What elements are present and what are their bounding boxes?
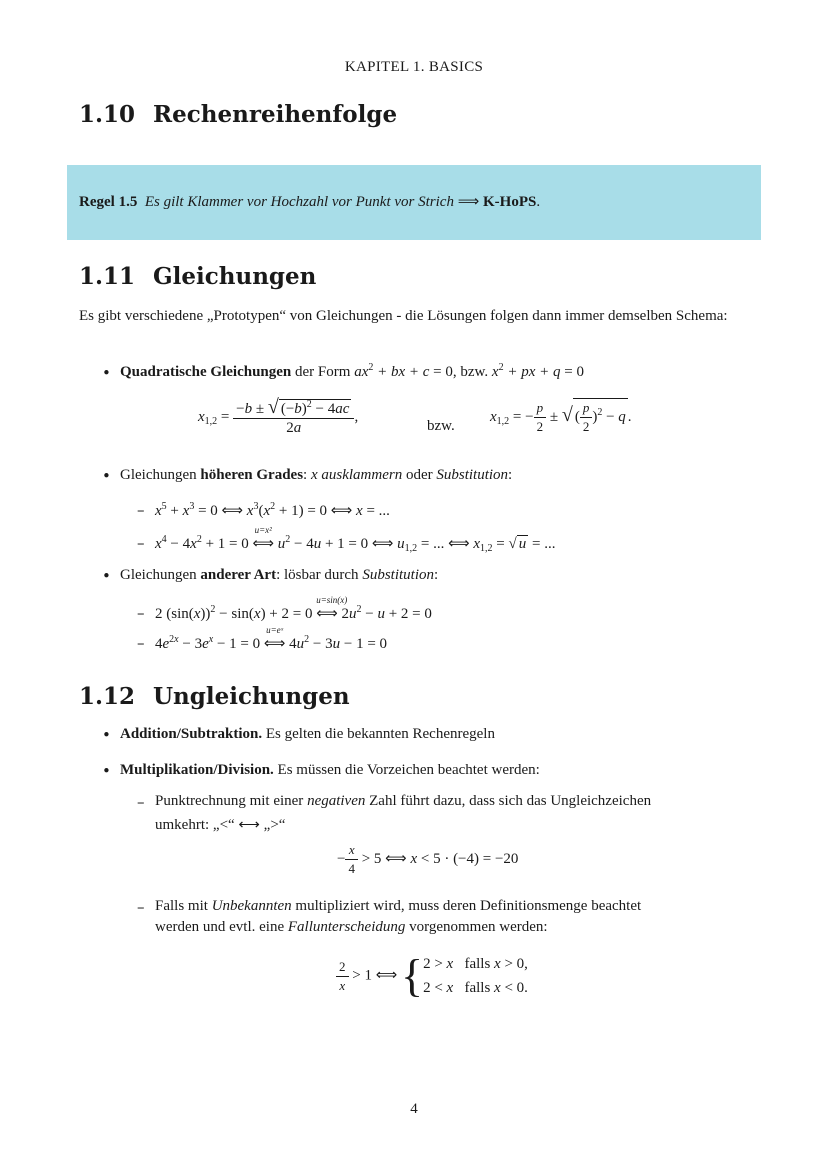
running-head: KAPITEL 1. BASICS xyxy=(344,59,484,75)
eq-other-1: 2 $(\sin(x))^2 - \sin(x) + 2 = 0$ u=sin(x) ⟺ $2u^2 - u + 2 = 0$ xyxy=(155,595,432,622)
intro-paragraph: Es gibt verschiedene „Prototypen“ von Gleichungen - die Lösungen folgen dann immer demselben Schema: xyxy=(79,308,728,324)
pq-formula: $x_{1,2}$ = − $\frac{p}{2}$ ± √ ( $\frac{p}{2}$ )$^2$ − q . xyxy=(490,400,632,434)
punkt-line-1: Punktrechnung mit einer negativen Zahl führt dazu, dass sich das Ungleichzeichen xyxy=(155,793,652,809)
section-title: Rechenreihenfolge xyxy=(153,101,398,128)
section-heading-1-10 xyxy=(79,101,397,128)
bullet: • xyxy=(102,726,111,744)
bullet: • xyxy=(102,567,111,585)
section-heading-1-11: 1.11 Gleichungen xyxy=(79,263,317,290)
eq-other-2: $4e^{2x} - 3e^x - 1 = 0$ u=eˣ ⟺ $4u^2 - 3u - 1 = 0$ xyxy=(155,625,388,652)
eq-higher-1: $x^5 + x^3 = 0$ ⟺ $x^3(x^2 + 1) = 0$ ⟺ x = ... xyxy=(155,501,390,519)
page-number: 4 xyxy=(410,1101,418,1117)
rule-statement: Es gilt Klammer vor Hochzahl vor Punkt vor Strich xyxy=(144,194,454,210)
ineq-example-2: $\frac{2}{x}$ > 1 ⟺ { 2 > x falls x > 0, 2 < x falls x < 0. xyxy=(336,952,528,1000)
section-heading-1-12: 1.12 Ungleichungen xyxy=(79,683,350,710)
higher-line: Gleichungen höheren Grades: x ausklammern oder Substitution: xyxy=(120,467,513,483)
rule-box xyxy=(67,165,761,240)
bullet: • xyxy=(102,364,111,382)
document-page: KAPITEL 1. BASICS 1.10 Rechenreihenfolge Regel 1.5 Es gilt Klammer vor Hochzahl vor Punkt vor Strich ⟹ K-HoPS. 1.11 Gleichungen Es gibt verschiedene „Prototypen“ von Gleichungen - die Lösungen folgen dann immer demselben Schema: • Quadratische Gleichungen der Form $ax^2$ + bx + c = 0, bzw. $x^2$ + px + q = 0 $x_{1,2}$ = $\frac{-b \pm √ (-b)^2 - 4ac}{2a}$ , bzw. $x_{1,2}$ = − $\frac{p}{2}$ ± √ ( $\frac{p}{2}$ )$^2$ − q . • Gleichungen höheren Grades: x ausklammern oder Substitution: – $x^5 + x^3 = 0$ ⟺ $x^3(x^2 + 1) = 0$ ⟺ x = ... – $x^4 - 4x^2 + 1 = 0$ u=x² ⟺ $u^2 - 4u + 1 = 0$ ⟺ $u_{1,2}$ = ... ⟺ $x_{1,2}$ = √ u = ... • Gleichungen anderer Art: lösbar durch Substitution: – 2 $(\sin(x))^2 - \sin(x) + 2 = 0$ u=sin(x) ⟺ $2u^2 - u + 2 = 0$ – $4e^{2x} - 3e^x - 1 = 0$ u=eˣ ⟺ $4u^2 - 3u - 1 = 0$ 1.12 Ungleichungen • Addition/Subtraktion. Es gelten die bekannten Rechenregeln • Multiplikation/Division. Es müssen die Vorzeichen beachtet werden: – Punktrechnung mit einer negativen Zahl führt dazu, dass sich das Ungleichzeichen umkehrt: „<“ ⟷ „>“ − $\frac{x}{4}$ > 5 ⟺ x < 5 · (−4) = −20 – Falls mit Unbekannten multipliziert wird, muss deren Definitionsmenge beachtet werden und evtl. eine Fallunterscheidung vorgenommen werden: $\frac{2}{x}$ > 1 ⟺ { 2 > x falls x > 0, 2 < x falls x < 0. 4 xyxy=(0,0,828,1171)
bzw-text: bzw. xyxy=(427,418,455,434)
rule-label: Regel 1.5 xyxy=(79,194,138,210)
addition-line: Addition/Subtraktion. Es gelten die bekannten Rechenregeln xyxy=(120,726,495,742)
other-line: Gleichungen anderer Art: lösbar durch Substitution: xyxy=(120,567,439,583)
multiplication-line: Multiplikation/Division. Es müssen die Vorzeichen beachtet werden: xyxy=(120,762,540,778)
quad-line: Quadratische Gleichungen der Form $ax^2$ + bx + c = 0, bzw. $x^2$ + px + q = 0 xyxy=(120,362,584,380)
falls-line-1: Falls mit Unbekannten multipliziert wird, muss deren Definitionsmenge beachtet xyxy=(155,898,642,914)
rule-arrow: ⟹ xyxy=(457,194,480,210)
ineq-example-1: − $\frac{x}{4}$ > 5 ⟺ x < 5 · (−4) = −20 xyxy=(337,842,519,876)
punkt-line-2: umkehrt: „<“ ⟷ „>“ xyxy=(155,817,286,833)
rule-acronym: K-HoPS xyxy=(482,194,537,210)
bullet: • xyxy=(102,762,111,780)
eq-higher-2: $x^4 - 4x^2 + 1 = 0$ u=x² ⟺ $u^2 - 4u + 1 = 0$ ⟺ $u_{1,2}$ = ... ⟺ $x_{1,2}$ = √ u = ... xyxy=(155,525,556,554)
rule-text: Regel 1.5 Es gilt Klammer vor Hochzahl vor Punkt vor Strich ⟹ K-HoPS. xyxy=(79,194,541,210)
section-number: 1.10 xyxy=(79,101,136,128)
quad-formula: $x_{1,2}$ = $\frac{-b \pm √ (-b)^2 - 4ac}{2a}$ , xyxy=(198,396,359,436)
bullet: • xyxy=(102,467,111,485)
falls-line-2: werden und evtl. eine Fallunterscheidung vorgenommen werden: xyxy=(155,919,548,935)
